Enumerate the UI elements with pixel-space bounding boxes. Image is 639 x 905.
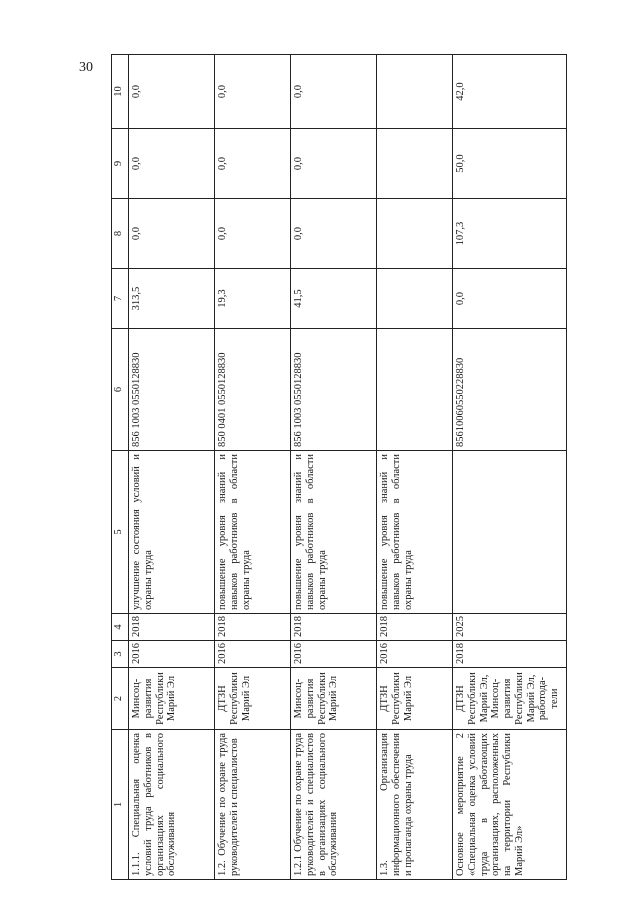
expected-result: повышение уровня знаний и навыков работников в области охраны труда [377, 451, 453, 614]
activity-name: 1.3. Организация информационного обеспечения и пропаганда охраны труда [377, 730, 453, 880]
value-col7: 41,5 [291, 269, 377, 329]
value-col10 [377, 55, 453, 129]
value-col10: 0,0 [129, 55, 215, 129]
value-col8: 0,0 [215, 199, 291, 269]
start-year: 2016 [129, 641, 215, 668]
budget-code: 850 0401 0550128830 [215, 329, 291, 451]
start-year: 2018 [453, 641, 567, 668]
executor: ДТЗН Республики Марий Эл [377, 668, 453, 730]
expected-result: улучшение состояния условий и охраны труда [129, 451, 215, 614]
executor: Минсоц-развития Республики Марий Эл [129, 668, 215, 730]
col-header: 6 [112, 329, 129, 451]
activity-name: 1.2. Обучение по охране труда руководителей и специалистов [215, 730, 291, 880]
value-col9: 0,0 [215, 129, 291, 199]
program-activities-table [111, 54, 567, 880]
value-col7: 0,0 [453, 269, 567, 329]
end-year: 2025 [453, 614, 567, 641]
value-col10: 0,0 [291, 55, 377, 129]
col-header: 5 [112, 451, 129, 614]
end-year: 2018 [129, 614, 215, 641]
executor: Минсоц-развития Республики Марий Эл [291, 668, 377, 730]
executor: ДТЗН Республики Марий Эл [215, 668, 291, 730]
budget-code: 856 1003 0550128830 [291, 329, 377, 451]
budget-code [377, 329, 453, 451]
col-header: 9 [112, 129, 129, 199]
value-col8: 0,0 [129, 199, 215, 269]
value-col9 [377, 129, 453, 199]
value-col10: 42,0 [453, 55, 567, 129]
col-header: 8 [112, 199, 129, 269]
col-header: 10 [112, 55, 129, 129]
table-row [215, 55, 291, 880]
value-col8: 0,0 [291, 199, 377, 269]
col-header: 2 [112, 668, 129, 730]
start-year: 2016 [215, 641, 291, 668]
activity-name: Основное мероприятие 2 «Специальная оценка условий труда в работающих организациях, расположенных на территории Республики Марий Эл» [453, 730, 567, 880]
budget-code: 856 1003 0550128830 [129, 329, 215, 451]
activity-name: 1.2.1 Обучение по охране труда руководителей и специалистов в организациях социального обслуживания [291, 730, 377, 880]
end-year: 2018 [291, 614, 377, 641]
executor: ДТЗН Республики Марий Эл, Минсоц-развития Республики Марий Эл, работода-тели [453, 668, 567, 730]
value-col10: 0,0 [215, 55, 291, 129]
end-year: 2018 [377, 614, 453, 641]
expected-result [453, 451, 567, 614]
value-col9: 0,0 [129, 129, 215, 199]
col-header: 1 [112, 730, 129, 880]
page-number: 30 [79, 60, 93, 75]
value-col7 [377, 269, 453, 329]
budget-code: 8561006055022883​0 [453, 329, 567, 451]
value-col9: 0,0 [291, 129, 377, 199]
value-col8: 107,3 [453, 199, 567, 269]
col-header: 3 [112, 641, 129, 668]
value-col8 [377, 199, 453, 269]
end-year: 2018 [215, 614, 291, 641]
header-row [112, 55, 129, 880]
table-row [453, 55, 567, 880]
value-col7: 313,5 [129, 269, 215, 329]
table-row [129, 55, 215, 880]
expected-result: повышение уровня знаний и навыков работников в области охраны труда [215, 451, 291, 614]
col-header: 7 [112, 269, 129, 329]
activity-name: 1.1.1. Специальная оценка условий труда работников в организациях социального обслуживания [129, 730, 215, 880]
table-row [291, 55, 377, 880]
start-year: 2016 [377, 641, 453, 668]
value-col7: 19,3 [215, 269, 291, 329]
col-header: 4 [112, 614, 129, 641]
expected-result: повышение уровня знаний и навыков работников в области охраны труда [291, 451, 377, 614]
start-year: 2016 [291, 641, 377, 668]
table-row [377, 55, 453, 880]
value-col9: 50,0 [453, 129, 567, 199]
rotated-table-container [111, 55, 639, 880]
